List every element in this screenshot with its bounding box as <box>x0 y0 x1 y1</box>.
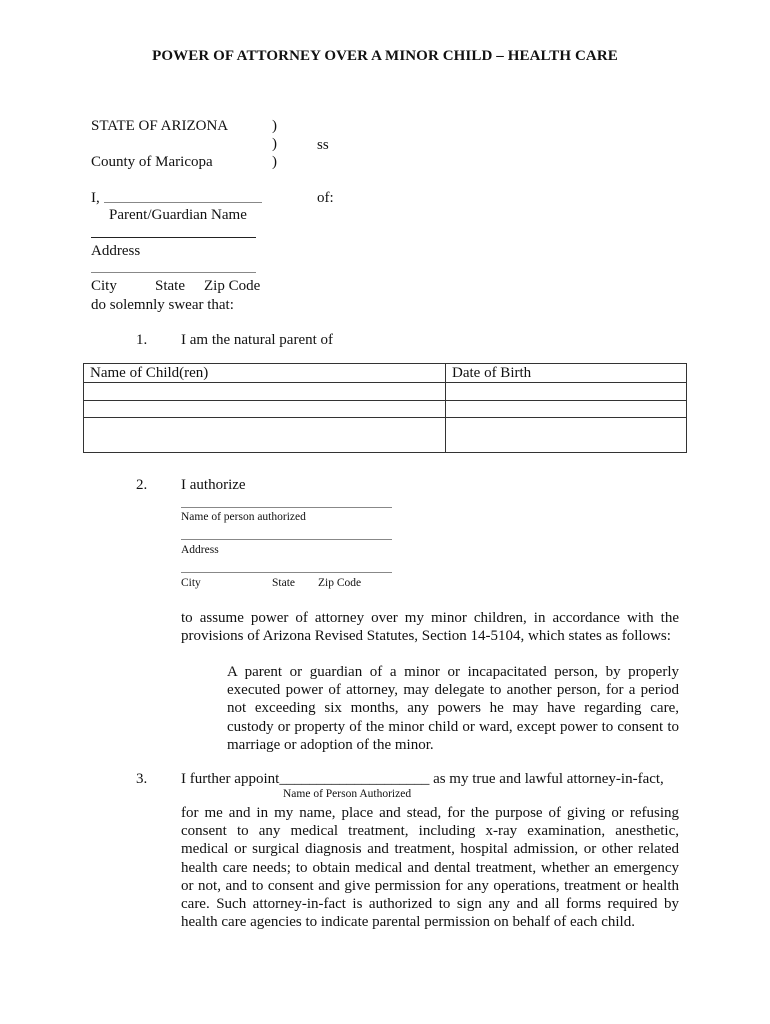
appointee-caption: Name of Person Authorized <box>283 788 412 800</box>
address-caption: Address <box>91 243 141 259</box>
venue-paren: ) <box>272 118 277 134</box>
appoint-name-blank[interactable]: ____________________ <box>279 771 430 787</box>
state-caption: State <box>155 278 185 294</box>
item-number: 3. <box>136 771 148 787</box>
venue-paren: ) <box>272 154 277 170</box>
item2-text: I authorize <box>181 477 246 493</box>
table-header-dob: Date of Birth <box>446 364 687 383</box>
authorization-paragraph: to assume power of attorney over my minor children, in accordance with the provisions of Arizona Revised Statutes, Section 14-5104, which states as follows: <box>181 610 679 645</box>
child-name-cell[interactable] <box>84 383 446 401</box>
document-title: POWER OF ATTORNEY OVER A MINOR CHILD – HEALTH CARE <box>152 48 618 64</box>
statute-quote: A parent or guardian of a minor or incapacitated person, by properly executed power of attorney, may delegate to another person, for a period not exceeding six months, any powers he may have regarding care, custody or property of the minor child or ward, except power to consent to marriage or adoption of the minor. <box>227 664 679 753</box>
of-label: of: <box>317 190 334 206</box>
child-dob-cell[interactable] <box>446 401 687 418</box>
i-label: I, <box>91 190 100 206</box>
ss-label: ss <box>317 137 329 153</box>
venue-paren: ) <box>272 136 277 152</box>
child-name-cell[interactable] <box>84 418 446 453</box>
state-label: STATE OF ARIZONA <box>91 118 229 134</box>
child-dob-cell[interactable] <box>446 418 687 453</box>
parent-name-line[interactable] <box>104 202 262 203</box>
zip-caption: Zip Code <box>204 278 261 294</box>
address-line[interactable] <box>91 237 256 238</box>
parent-name-caption: Parent/Guardian Name <box>109 207 247 223</box>
authorized-zip-caption: Zip Code <box>318 577 362 589</box>
authorized-city-line[interactable] <box>181 572 392 573</box>
authorized-name-line[interactable] <box>181 507 392 508</box>
authorized-state-caption: State <box>272 577 295 589</box>
authorized-name-caption: Name of person authorized <box>181 511 306 523</box>
appoint-lead-text: I further appoint <box>181 771 280 787</box>
item-number: 1. <box>136 332 148 348</box>
child-name-cell[interactable] <box>84 401 446 418</box>
item1-text: I am the natural parent of <box>181 332 334 348</box>
city-state-zip-line[interactable] <box>91 272 256 273</box>
child-dob-cell[interactable] <box>446 383 687 401</box>
appoint-trail-text: as my true and lawful attorney-in-fact, <box>433 771 664 787</box>
table-row <box>84 401 687 418</box>
county-label: County of Maricopa <box>91 154 213 170</box>
children-table <box>83 363 687 453</box>
medical-authority-paragraph: for me and in my name, place and stead, for the purpose of giving or refusing consent to any medical treatment, including x-ray examination, anesthetic, medical or surgical diagnosis and treatment, hospital admission, or other related health care needs; to obtain medical and dental treatment, whether an emergency or not, and to consent and give permission for any operations, treatment or health care. Such attorney-in-fact is authorized to sign any and all forms required by health care agencies to indicate parental permission on behalf of each child. <box>181 805 679 931</box>
table-row <box>84 383 687 401</box>
item-number: 2. <box>136 477 148 493</box>
item3-lead <box>181 770 664 788</box>
table-row <box>84 418 687 453</box>
authorized-address-line[interactable] <box>181 539 392 540</box>
swear-text: do solemnly swear that: <box>91 297 234 313</box>
authorized-city-caption: City <box>181 577 201 589</box>
table-header-name: Name of Child(ren) <box>84 364 446 383</box>
city-caption: City <box>91 278 117 294</box>
authorized-address-caption: Address <box>181 544 219 556</box>
